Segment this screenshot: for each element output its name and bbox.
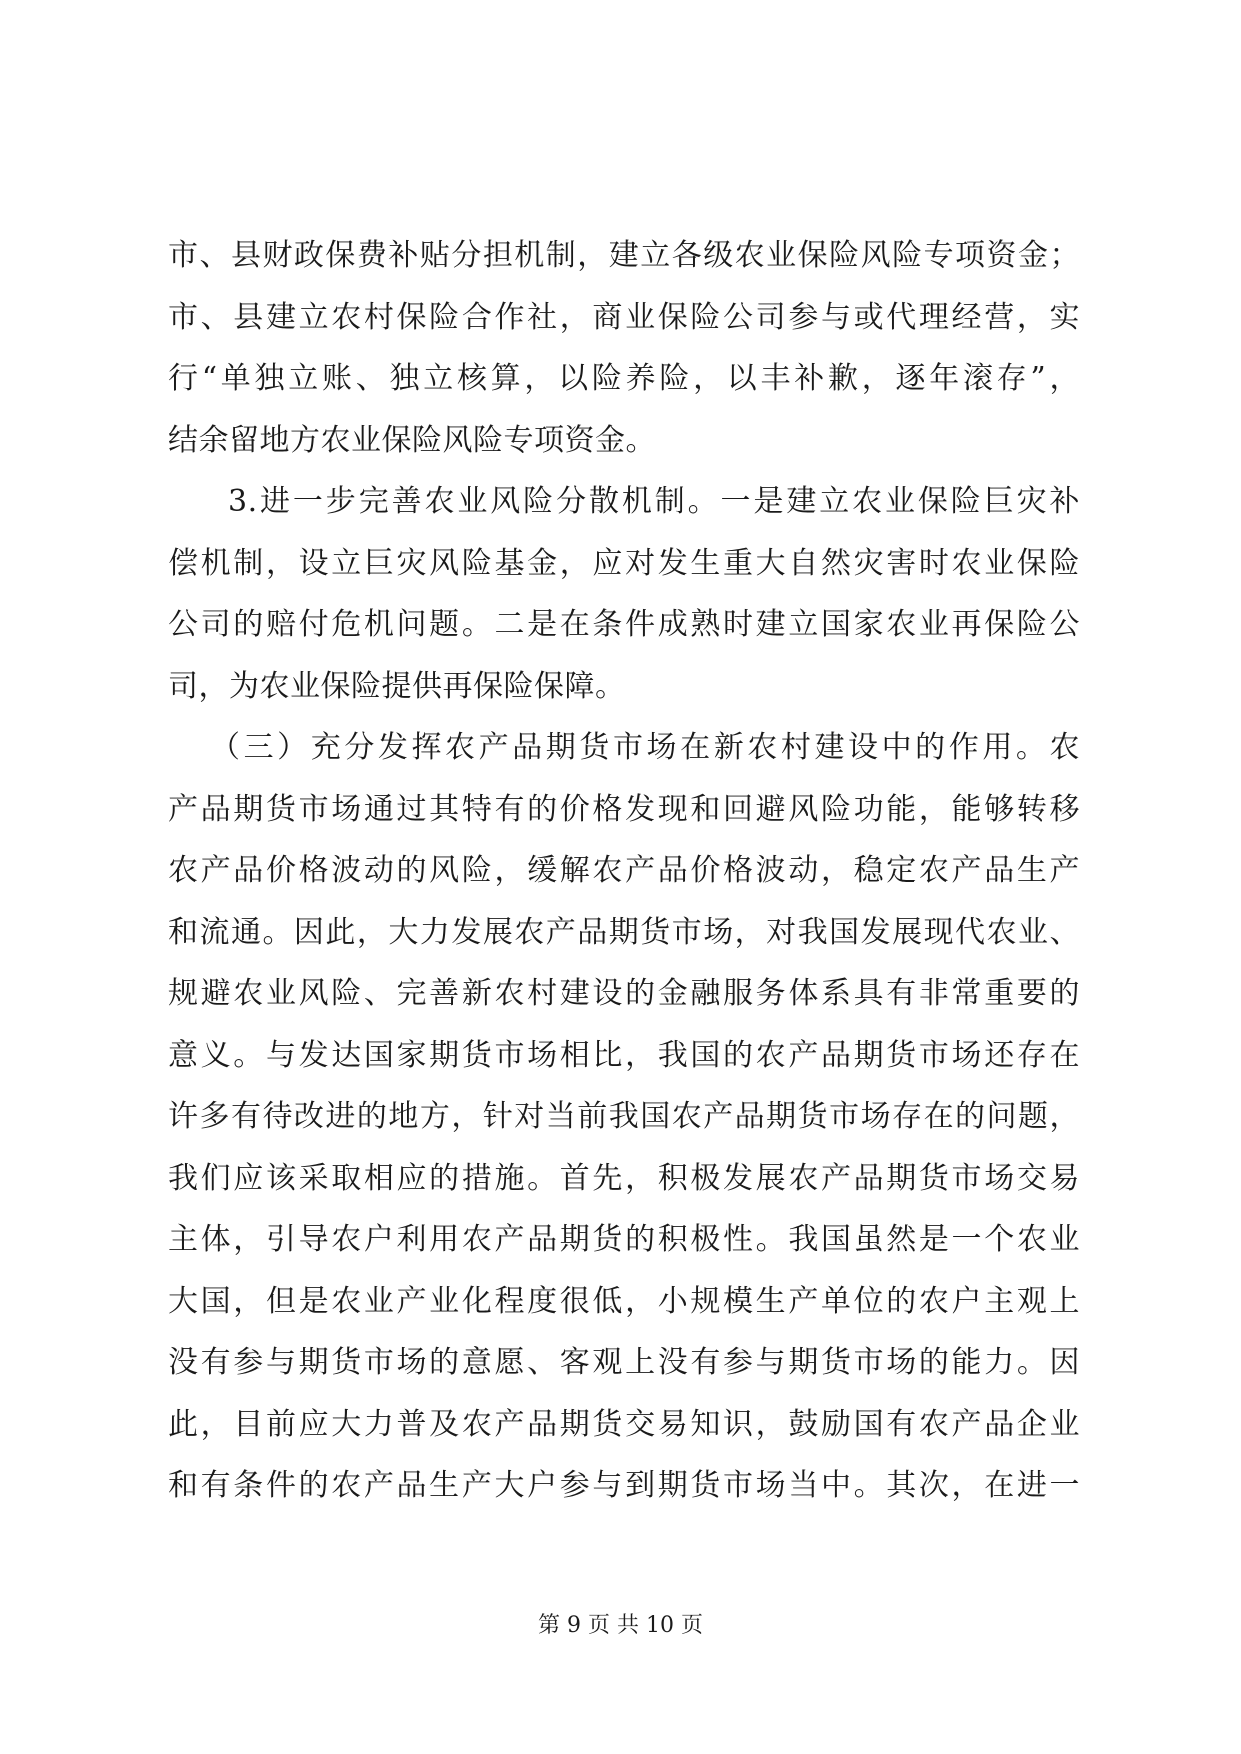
text-line: 意义。与发达国家期货市场相比，我国的农产品期货市场还存在 (168, 1037, 1080, 1073)
text-line-indented: （三）充分发挥农产品期货市场在新农村建设中的作用。农 (210, 730, 1080, 765)
text-line: 和有条件的农产品生产大户参与到期货市场当中。其次，在进一 (168, 1468, 1080, 1503)
text-line: 此，目前应大力普及农产品期货交易知识，鼓励国有农产品企业 (168, 1406, 1080, 1442)
text-line: 公司的赔付危机问题。二是在条件成熟时建立国家农业再保险公 (168, 607, 1080, 642)
text-line-indented: 3.进一步完善农业风险分散机制。一是建立农业保险巨灾补 (228, 484, 1080, 519)
text-line: 我们应该采取相应的措施。首先，积极发展农产品期货市场交易 (168, 1160, 1080, 1196)
text-line: 没有参与期货市场的意愿、客观上没有参与期货市场的能力。因 (168, 1345, 1080, 1380)
text-line: 大国，但是农业产业化程度很低，小规模生产单位的农户主观上 (168, 1283, 1080, 1319)
body-text (168, 225, 1080, 1517)
page-number-footer: 第 9 页 共 10 页 (538, 1613, 703, 1638)
text-line: 结余留地方农业保险风险专项资金。 (168, 422, 656, 458)
text-line: 产品期货市场通过其特有的价格发现和回避风险功能，能够转移 (168, 791, 1080, 827)
text-line: 农产品价格波动的风险，缓解农产品价格波动，稳定农产品生产 (168, 853, 1080, 888)
text-line: 司，为农业保险提供再保险保障。 (168, 668, 626, 704)
text-line: 和流通。因此，大力发展农产品期货市场，对我国发展现代农业、 (168, 914, 1080, 950)
text-line: 规避农业风险、完善新农村建设的金融服务体系具有非常重要的 (168, 976, 1080, 1011)
text-line: 主体，引导农户利用农产品期货的积极性。我国虽然是一个农业 (168, 1222, 1080, 1257)
text-line: 偿机制，设立巨灾风险基金，应对发生重大自然灾害时农业保险 (168, 545, 1080, 581)
text-line: 市、县财政保费补贴分担机制，建立各级农业保险风险专项资金； (168, 238, 1080, 273)
text-line: 行“单独立账、独立核算，以险养险，以丰补歉，逐年滚存”， (168, 361, 1080, 396)
text-line: 许多有待改进的地方，针对当前我国农产品期货市场存在的问题， (168, 1099, 1080, 1134)
text-line: 市、县建立农村保险合作社，商业保险公司参与或代理经营，实 (168, 299, 1080, 335)
